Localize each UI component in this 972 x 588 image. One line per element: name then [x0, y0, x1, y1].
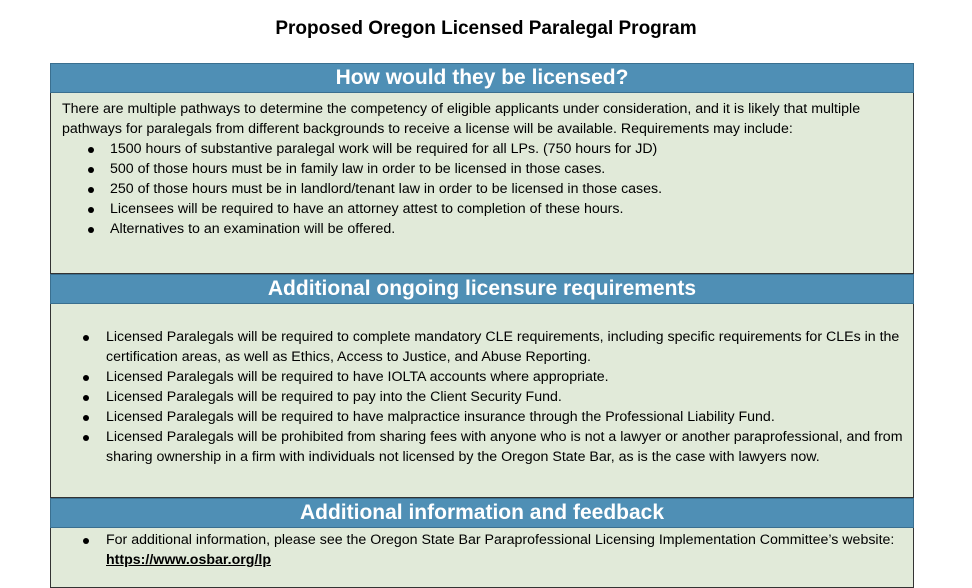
- bullet-icon: [88, 227, 94, 233]
- list-item: Licensed Paralegals will be required to pay into the Client Security Fund.: [51, 387, 903, 407]
- bullet-icon: [88, 147, 94, 153]
- section-body-feedback: [50, 528, 914, 588]
- bullet-icon: [83, 375, 89, 381]
- section-body-licensing: [50, 93, 914, 274]
- list-item: Alternatives to an examination will be offered.: [51, 219, 913, 239]
- bullet-icon: [83, 395, 89, 401]
- list-item: Licensees will be required to have an attorney attest to completion of these hours.: [51, 199, 913, 219]
- section-heading-ongoing-requirements: Additional ongoing licensure requirements: [50, 274, 914, 304]
- section-heading-licensing: How would they be licensed?: [50, 63, 914, 93]
- section-intro: There are multiple pathways to determine the competency of eligible applicants under consideration, and it is likely that multiple pathways for paralegals from different backgrounds to receive a license will be available. Requirements may include:: [62, 101, 861, 137]
- list-item: 250 of those hours must be in landlord/tenant law in order to be licensed in those cases.: [51, 179, 913, 199]
- feedback-list: [51, 530, 913, 570]
- bullet-icon: [83, 415, 89, 421]
- bullet-icon: [83, 538, 89, 544]
- ongoing-requirements-list: [51, 327, 913, 467]
- list-item: For additional information, please see the Oregon State Bar Paraprofessional Licensing Implementation Committee’s website: https://www.osbar.org/lp: [51, 530, 903, 570]
- list-item: Licensed Paralegals will be required to have malpractice insurance through the Professional Liability Fund.: [51, 407, 903, 427]
- section-body-ongoing-requirements: [50, 304, 914, 498]
- section-heading-feedback: Additional information and feedback: [50, 498, 914, 528]
- list-item: 500 of those hours must be in family law in order to be licensed in those cases.: [51, 159, 913, 179]
- bullet-icon: [88, 187, 94, 193]
- osbar-lp-link[interactable]: https://www.osbar.org/lp: [106, 552, 271, 568]
- list-item: 1500 hours of substantive paralegal work will be required for all LPs. (750 hours for JD): [51, 139, 913, 159]
- requirements-list: [51, 139, 913, 239]
- bullet-icon: [83, 435, 89, 441]
- list-item: Licensed Paralegals will be prohibited from sharing fees with anyone who is not a lawyer or another paraprofessional, and from sharing ownership in a firm with individuals not licensed by the Oregon State Bar, as is the case with lawyers now.: [51, 427, 903, 467]
- bullet-icon: [88, 167, 94, 173]
- list-item: Licensed Paralegals will be required to have IOLTA accounts where appropriate.: [51, 367, 903, 387]
- bullet-icon: [83, 335, 89, 341]
- list-item: Licensed Paralegals will be required to complete mandatory CLE requirements, including specific requirements for CLEs in the certification areas, as well as Ethics, Access to Justice, and Abuse Reporting.: [51, 327, 903, 367]
- document-title: Proposed Oregon Licensed Paralegal Program: [275, 18, 697, 39]
- bullet-icon: [88, 207, 94, 213]
